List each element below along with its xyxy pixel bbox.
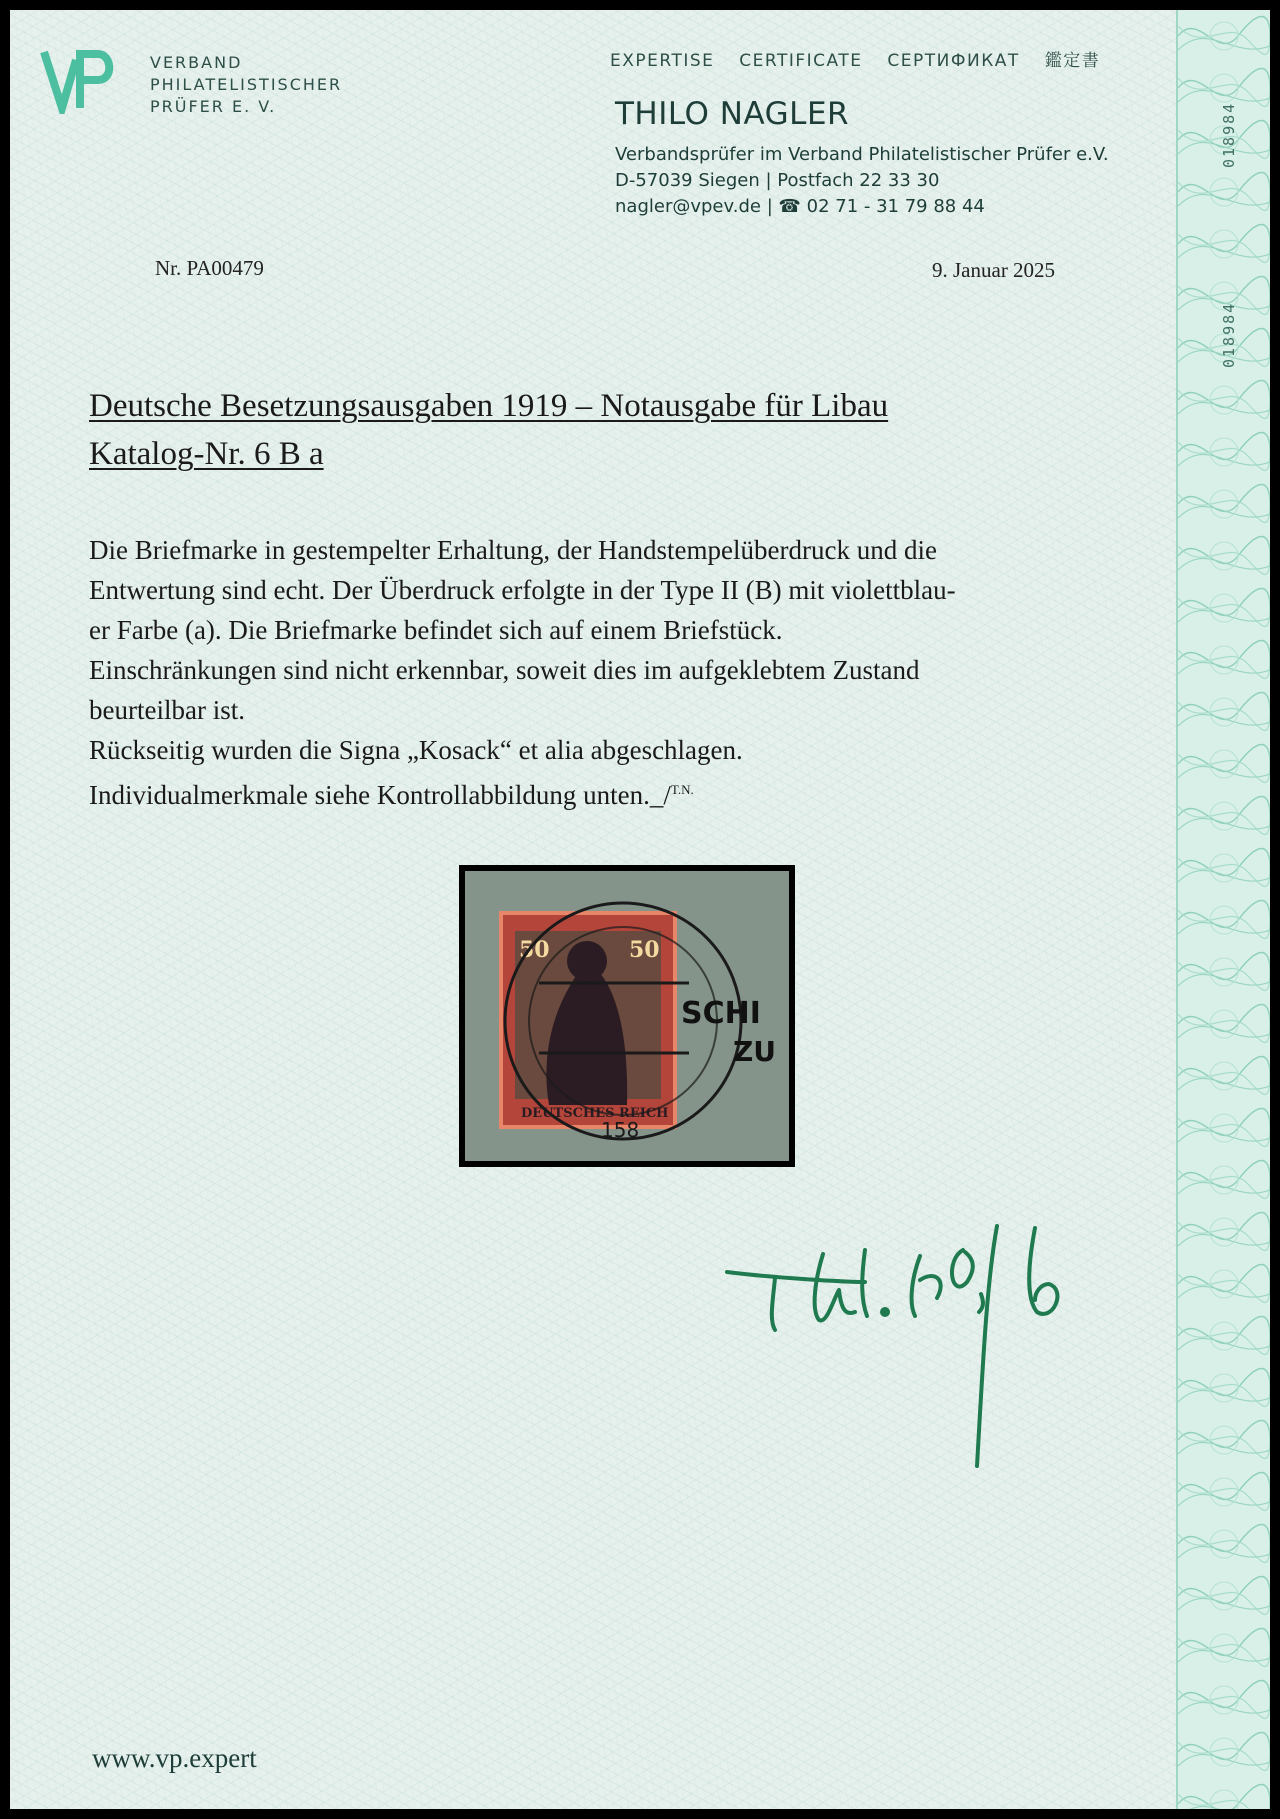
security-border bbox=[1176, 10, 1270, 1809]
body-line: beurteilbar ist. bbox=[89, 695, 245, 725]
expert-address: D-57039 Siegen | Postfach 22 33 30 bbox=[615, 170, 940, 191]
certificate-date: 9. Januar 2025 bbox=[932, 258, 1056, 282]
logo-line: VERBAND bbox=[150, 53, 243, 72]
body-line: Rückseitig wurden die Signa „Kosack“ et alia abgeschlagen. bbox=[89, 735, 743, 765]
expert-title: Verbandsprüfer im Verband Philatelistischer Prüfer e.V. bbox=[615, 144, 1109, 165]
doc-type: CERTIFICATE bbox=[739, 51, 863, 71]
expert-signature bbox=[715, 1220, 1135, 1485]
certificate-sheet bbox=[10, 10, 1270, 1809]
stamp-photo bbox=[459, 865, 795, 1167]
expert-name: THILO NAGLER bbox=[615, 96, 850, 132]
expert-contact: nagler@vpev.de | ☎ 02 71 - 31 79 88 44 bbox=[615, 196, 985, 217]
handwritten-signature bbox=[715, 1220, 1135, 1480]
logo-line: PRÜFER E. V. bbox=[150, 97, 277, 116]
serial-number-top: 018984 bbox=[1220, 101, 1238, 168]
body-line-with-initials bbox=[89, 770, 1169, 815]
logo-text bbox=[150, 52, 410, 118]
serial-number-middle: 018984 bbox=[1220, 301, 1238, 368]
stamp-inscription: DEUTSCHES REICH bbox=[521, 1106, 669, 1121]
stamp-value: 50 bbox=[629, 937, 660, 963]
footer-url: www.vp.expert bbox=[92, 1743, 257, 1773]
body-line: er Farbe (a). Die Briefmarke befindet sich auf einem Briefstück. bbox=[89, 615, 783, 645]
body-line: Einschränkungen sind nicht erkennbar, soweit dies im aufgeklebtem Zustand bbox=[89, 655, 920, 685]
doc-type: 鑑定書 bbox=[1044, 51, 1101, 71]
stamp-value: 50 bbox=[519, 937, 550, 963]
title-line-2: Katalog-Nr. 6 B a bbox=[89, 436, 324, 472]
logo-mark bbox=[40, 48, 120, 123]
overprint-text: SCHI bbox=[681, 996, 761, 1031]
body-line: Entwertung sind echt. Der Überdruck erfolgte in der Type II (B) mit violettblau- bbox=[89, 575, 956, 605]
body-line: Die Briefmarke in gestempelter Erhaltung, der Handstempelüberdruck und die bbox=[89, 535, 937, 565]
overprint-text: ZU bbox=[733, 1035, 777, 1068]
certificate-number: Nr. PA00479 bbox=[155, 256, 264, 280]
doc-type: СЕРТИФИКАТ bbox=[887, 51, 1020, 71]
cancel-number: 158 bbox=[601, 1118, 640, 1142]
initials: T.N. bbox=[670, 782, 694, 797]
logo-line: PHILATELISTISCHER bbox=[150, 75, 343, 94]
stamp-control-image bbox=[459, 865, 795, 1167]
document-types bbox=[610, 46, 1118, 71]
body-line: Individualmerkmale siehe Kontrollabbildung unten._/ bbox=[89, 780, 671, 810]
title-line-1: Deutsche Besetzungsausgaben 1919 – Notausgabe für Libau bbox=[89, 388, 889, 424]
vp-monogram-icon bbox=[40, 48, 120, 114]
certificate-body bbox=[89, 530, 1169, 815]
guilloche-pattern bbox=[1178, 10, 1270, 1809]
doc-type: EXPERTISE bbox=[610, 51, 715, 71]
